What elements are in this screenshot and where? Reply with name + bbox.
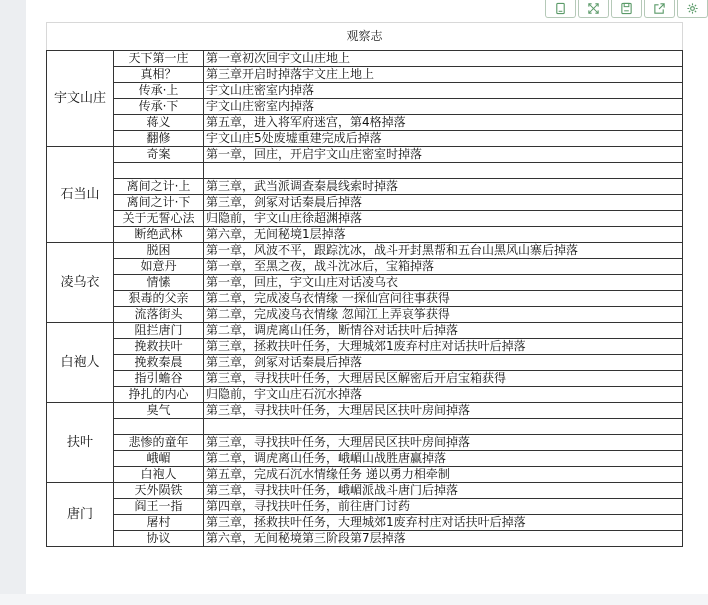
item-name-cell: 天外陨铁	[114, 483, 204, 499]
item-name-cell: 臭气	[114, 403, 204, 419]
item-source-cell: 第二章，完成凌乌衣情缘 忽闻江上弄哀筝获得	[204, 307, 683, 323]
item-source-cell: 第三章，剑冢对话秦晨后掉落	[204, 355, 683, 371]
item-source-cell: 第三章，武当派调查秦晨线索时掉落	[204, 179, 683, 195]
item-source-cell: 第三章，寻找扶叶任务，大理居民区解密后开启宝箱获得	[204, 371, 683, 387]
table-row	[47, 339, 683, 355]
table-caption: 观察志	[46, 22, 683, 50]
table-row	[47, 451, 683, 467]
group-cell: 唐门	[47, 483, 114, 547]
toolbar	[543, 0, 708, 18]
item-name-cell: 阎王一指	[114, 499, 204, 515]
item-name-cell: 情愫	[114, 275, 204, 291]
item-name-cell: 峨嵋	[114, 451, 204, 467]
item-source-cell: 宇文山庄5处废墟重建完成后掉落	[204, 131, 683, 147]
table-row	[47, 467, 683, 483]
item-name-cell: 指引蟾谷	[114, 371, 204, 387]
group-cell: 宇文山庄	[47, 51, 114, 147]
observation-table	[46, 22, 683, 547]
item-name-cell: 脱困	[114, 243, 204, 259]
table-row	[47, 499, 683, 515]
item-source-cell: 第三章，寻找扶叶任务，大理居民区扶叶房间掉落	[204, 435, 683, 451]
item-source-cell: 宇文山庄密室内掉落	[204, 99, 683, 115]
table-row	[47, 227, 683, 243]
item-source-cell: 第五章，完成石沉水情缘任务 递以勇力相牵制	[204, 467, 683, 483]
item-name-cell: 奇案	[114, 147, 204, 163]
expand-icon	[587, 2, 600, 15]
share-icon	[653, 2, 666, 15]
item-source-cell: 第三章开启时掉落宇文庄上地上	[204, 67, 683, 83]
item-name-cell	[114, 419, 204, 435]
item-name-cell: 翻修	[114, 131, 204, 147]
item-name-cell: 离间之计·上	[114, 179, 204, 195]
table-row	[47, 115, 683, 131]
expand-button[interactable]	[578, 0, 609, 18]
table-row	[47, 435, 683, 451]
item-source-cell: 第三章，寻找扶叶任务，峨嵋派战斗唐门后掉落	[204, 483, 683, 499]
item-source-cell: 第一章，至黑之夜，战斗沈冰后，宝箱掉落	[204, 259, 683, 275]
table-row	[47, 323, 683, 339]
item-source-cell	[204, 419, 683, 435]
item-source-cell: 第二章，完成凌乌衣情缘 一探仙宫问往事获得	[204, 291, 683, 307]
settings-button[interactable]	[677, 0, 708, 18]
group-cell: 凌乌衣	[47, 243, 114, 323]
item-name-cell: 关于无誓心法	[114, 211, 204, 227]
group-cell: 白袍人	[47, 323, 114, 403]
item-source-cell: 归隐前，宇文山庄石沉水掉落	[204, 387, 683, 403]
group-cell: 石当山	[47, 147, 114, 243]
save-button[interactable]	[611, 0, 642, 18]
item-source-cell: 第一章，回庄，开启宇文山庄密室时掉落	[204, 147, 683, 163]
table-row	[47, 515, 683, 531]
item-name-cell: 天下第一庄	[114, 51, 204, 67]
table-row	[47, 67, 683, 83]
table-row	[47, 195, 683, 211]
item-source-cell: 第一章，风波不平，跟踪沈冰，战斗开封黑帮和五台山黑风山寨后掉落	[204, 243, 683, 259]
table-row	[47, 291, 683, 307]
item-name-cell: 悲惨的童年	[114, 435, 204, 451]
table-row	[47, 131, 683, 147]
item-source-cell: 第六章，无间秘境1层掉落	[204, 227, 683, 243]
copy-icon	[554, 2, 567, 15]
item-name-cell: 流落街头	[114, 307, 204, 323]
table-row	[47, 531, 683, 547]
table-row	[47, 243, 683, 259]
item-source-cell: 第三章，剑冢对话秦晨后掉落	[204, 195, 683, 211]
table-row	[47, 483, 683, 499]
item-source-cell: 第三章，拯救扶叶任务，大理城郊1废弃村庄对话扶叶后掉落	[204, 515, 683, 531]
item-name-cell: 断绝武林	[114, 227, 204, 243]
item-name-cell: 狠毒的父亲	[114, 291, 204, 307]
item-name-cell: 挽救秦晨	[114, 355, 204, 371]
bottom-scroll-area	[0, 594, 708, 605]
item-name-cell: 如意丹	[114, 259, 204, 275]
item-source-cell: 第一章，回庄，宇文山庄对话凌乌衣	[204, 275, 683, 291]
table-row	[47, 99, 683, 115]
item-source-cell	[204, 163, 683, 179]
table-row	[47, 387, 683, 403]
table-row	[47, 419, 683, 435]
table-row	[47, 307, 683, 323]
table-row	[47, 83, 683, 99]
item-name-cell: 白袍人	[114, 467, 204, 483]
item-name-cell: 蒋义	[114, 115, 204, 131]
table-row	[47, 179, 683, 195]
table-row	[47, 147, 683, 163]
item-source-cell: 第二章，调虎离山任务，峨嵋山战胜唐赢掉落	[204, 451, 683, 467]
table-row	[47, 275, 683, 291]
table-row	[47, 355, 683, 371]
table-row	[47, 403, 683, 419]
item-source-cell: 第二章，调虎离山任务，断情谷对话扶叶后掉落	[204, 323, 683, 339]
left-gutter	[0, 0, 26, 605]
item-name-cell	[114, 163, 204, 179]
item-name-cell: 挽救扶叶	[114, 339, 204, 355]
table-row	[47, 371, 683, 387]
item-name-cell: 协议	[114, 531, 204, 547]
item-source-cell: 宇文山庄密室内掉落	[204, 83, 683, 99]
settings-icon	[686, 2, 699, 15]
table-row	[47, 51, 683, 67]
item-source-cell: 第三章，拯救扶叶任务，大理城郊1废弃村庄对话扶叶后掉落	[204, 339, 683, 355]
item-name-cell: 阻拦唐门	[114, 323, 204, 339]
item-name-cell: 传承·上	[114, 83, 204, 99]
item-source-cell: 第六章，无间秘境第三阶段第7层掉落	[204, 531, 683, 547]
item-source-cell: 归隐前，宇文山庄徐超渊掉落	[204, 211, 683, 227]
item-source-cell: 第一章初次回宇文山庄地上	[204, 51, 683, 67]
content-card	[26, 0, 708, 605]
group-cell: 扶叶	[47, 403, 114, 483]
share-button[interactable]	[644, 0, 675, 18]
table-row	[47, 259, 683, 275]
item-name-cell: 真相？	[114, 67, 204, 83]
item-name-cell: 挣扎的内心	[114, 387, 204, 403]
item-source-cell: 第三章，寻找扶叶任务，大理居民区扶叶房间掉落	[204, 403, 683, 419]
item-name-cell: 屠村	[114, 515, 204, 531]
table-row	[47, 211, 683, 227]
copy-button[interactable]	[545, 0, 576, 18]
save-icon	[620, 2, 633, 15]
table-row	[47, 163, 683, 179]
item-name-cell: 传承·下	[114, 99, 204, 115]
item-source-cell: 第五章，进入将军府迷宫，第4格掉落	[204, 115, 683, 131]
item-name-cell: 离间之计·下	[114, 195, 204, 211]
item-source-cell: 第四章，寻找扶叶任务，前往唐门讨药	[204, 499, 683, 515]
